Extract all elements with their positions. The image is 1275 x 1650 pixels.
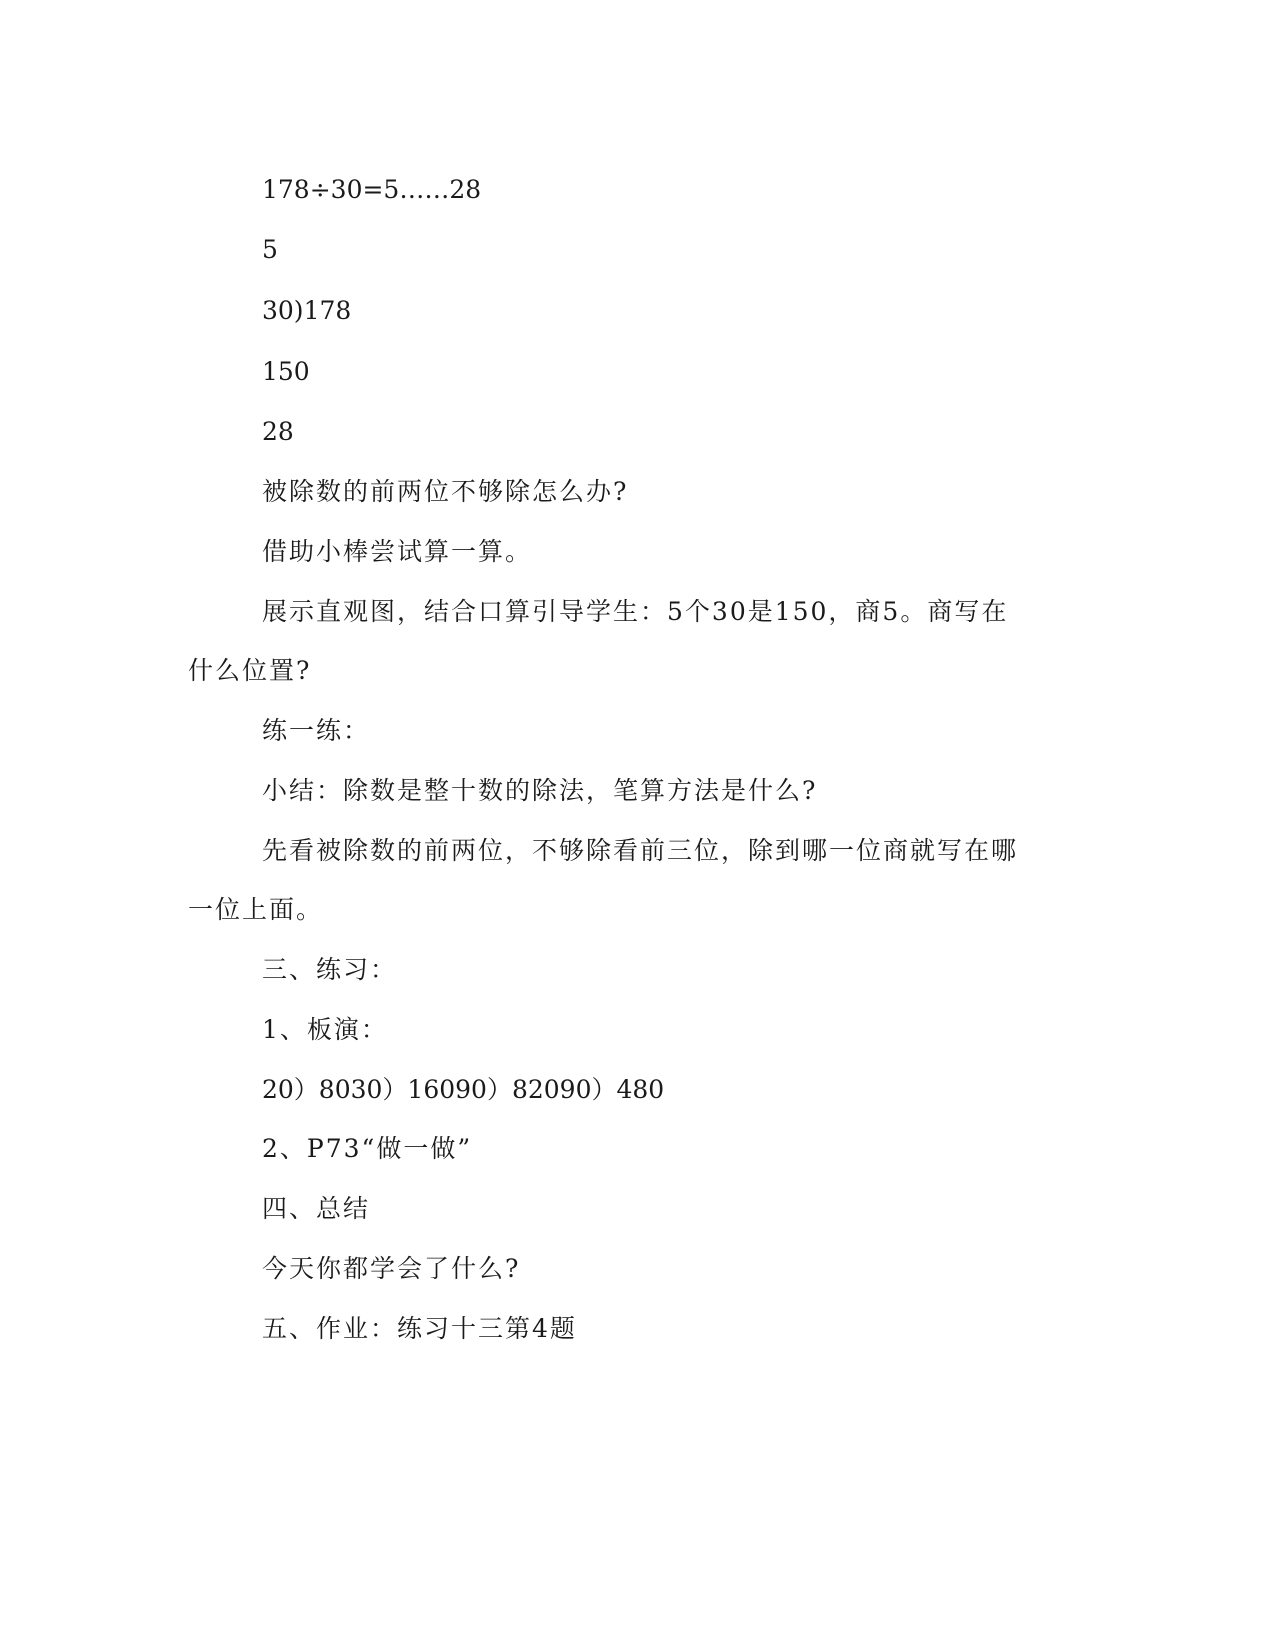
division-equation: 178÷30=5……28 [262, 175, 482, 204]
summary-question: 小结：除数是整十数的除法，笔算方法是什么? [262, 776, 818, 805]
method-paragraph-continuation: 一位上面。 [188, 895, 324, 924]
question-paragraph: 被除数的前两位不够除怎么办? [262, 477, 629, 506]
section-four-heading: 四、总结 [262, 1194, 371, 1223]
board-exercise-item: 1、板演： [262, 1015, 388, 1044]
long-division-quotient: 5 [262, 235, 278, 264]
textbook-exercise-item: 2、P73“做一做” [262, 1134, 473, 1163]
board-exercise-problems: 20）8030）16090）82090）480 [262, 1075, 665, 1104]
section-three-heading: 三、练习： [262, 955, 398, 984]
stick-activity-paragraph: 借助小棒尝试算一算。 [262, 537, 533, 566]
long-division-remainder: 28 [262, 417, 294, 446]
method-paragraph: 先看被除数的前两位，不够除看前三位，除到哪一位商就写在哪 [262, 836, 1019, 865]
demonstration-paragraph-continuation: 什么位置? [188, 656, 312, 685]
reflection-question: 今天你都学会了什么? [262, 1254, 521, 1283]
practice-heading: 练一练： [262, 716, 371, 745]
demonstration-paragraph: 展示直观图，结合口算引导学生：5个30是150，商5。商写在 [262, 597, 1009, 626]
homework-heading: 五、作业：练习十三第4题 [262, 1314, 577, 1343]
long-division-dividend: 30)178 [262, 296, 352, 325]
long-division-product: 150 [262, 357, 310, 386]
